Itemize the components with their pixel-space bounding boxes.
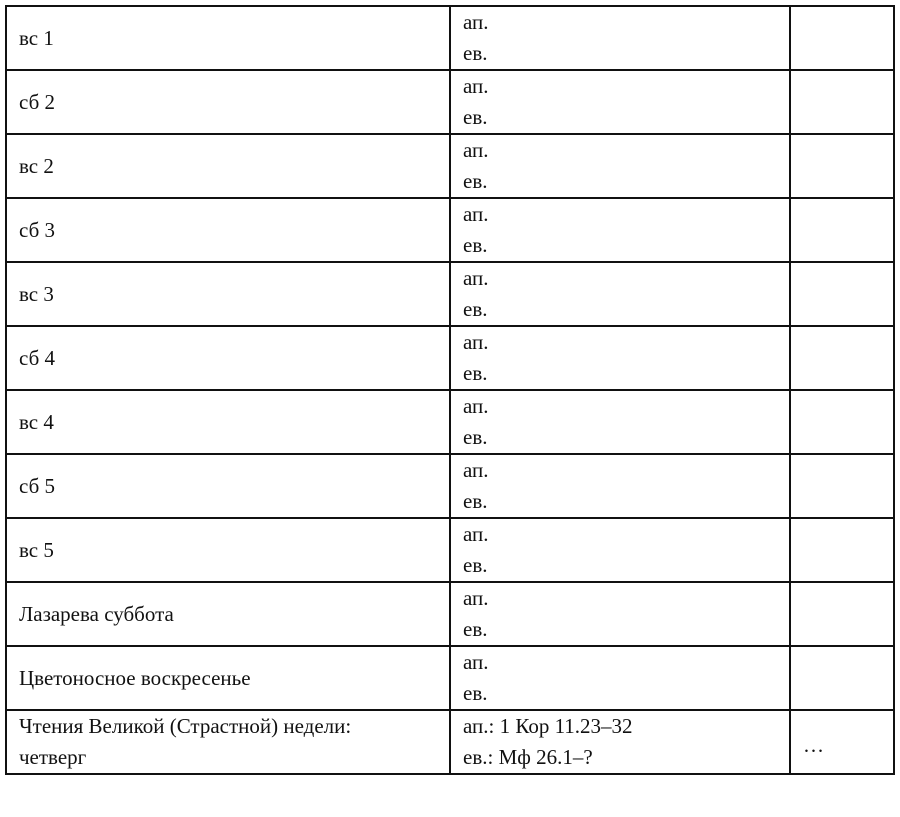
day-cell: вс 4 [6,390,450,454]
notes-cell [790,70,894,134]
readings-cell [450,518,790,582]
gospel-reading: ев. [463,489,488,513]
day-cell: сб 3 [6,198,450,262]
readings-cell [450,326,790,390]
table-row [6,6,894,70]
apostle-reading: ап. [463,74,489,98]
readings-cell [450,70,790,134]
apostle-reading: ап. [463,202,489,226]
apostle-reading: ап. [463,330,489,354]
readings-cell [450,6,790,70]
day-cell: сб 5 [6,454,450,518]
table-row [6,134,894,198]
table-row [6,582,894,646]
apostle-reading: ап. [463,522,489,546]
table-row [6,454,894,518]
day-cell: сб 2 [6,70,450,134]
apostle-reading: ап. [463,138,489,162]
gospel-reading: ев. [463,233,488,257]
gospel-reading: ев. [463,169,488,193]
day-title-line1: Чтения Великой (Страстной) недели: [19,714,352,738]
apostle-reading: ап. [463,586,489,610]
notes-cell [790,326,894,390]
table-row [6,198,894,262]
gospel-reading: ев. [463,41,488,65]
readings-cell [450,646,790,710]
day-cell: вс 2 [6,134,450,198]
gospel-reading: ев. [463,105,488,129]
readings-cell [450,710,790,774]
apostle-reading: ап. [463,458,489,482]
gospel-reading: ев.: Мф 26.1–? [463,745,593,769]
apostle-reading: ап. [463,266,489,290]
notes-cell [790,518,894,582]
apostle-reading: ап. [463,650,489,674]
table-row-holy-thursday [6,710,894,774]
day-cell: вс 3 [6,262,450,326]
notes-cell [790,198,894,262]
readings-cell [450,390,790,454]
table-row [6,390,894,454]
notes-cell [790,582,894,646]
day-cell: Цветоносное воскресенье [6,646,450,710]
readings-cell [450,262,790,326]
readings-cell [450,198,790,262]
table-row [6,262,894,326]
table-row [6,646,894,710]
notes-cell: … [790,710,894,774]
gospel-reading: ев. [463,553,488,577]
gospel-reading: ев. [463,617,488,641]
apostle-reading: ап.: 1 Кор 11.23–32 [463,714,633,738]
readings-cell [450,582,790,646]
readings-cell [450,454,790,518]
table-body [6,6,894,774]
notes-cell [790,6,894,70]
notes-cell [790,262,894,326]
lectionary-table [5,5,895,775]
day-cell: Лазарева суббота [6,582,450,646]
day-cell: вс 1 [6,6,450,70]
table-row [6,518,894,582]
gospel-reading: ев. [463,425,488,449]
gospel-reading: ев. [463,681,488,705]
day-cell: сб 4 [6,326,450,390]
day-title-line2: четверг [19,745,87,769]
notes-cell [790,646,894,710]
notes-cell [790,134,894,198]
day-cell [6,710,450,774]
table-row [6,326,894,390]
day-cell: вс 5 [6,518,450,582]
apostle-reading: ап. [463,394,489,418]
gospel-reading: ев. [463,297,488,321]
gospel-reading: ев. [463,361,488,385]
notes-cell [790,454,894,518]
notes-cell [790,390,894,454]
table-row [6,70,894,134]
readings-cell [450,134,790,198]
apostle-reading: ап. [463,10,489,34]
